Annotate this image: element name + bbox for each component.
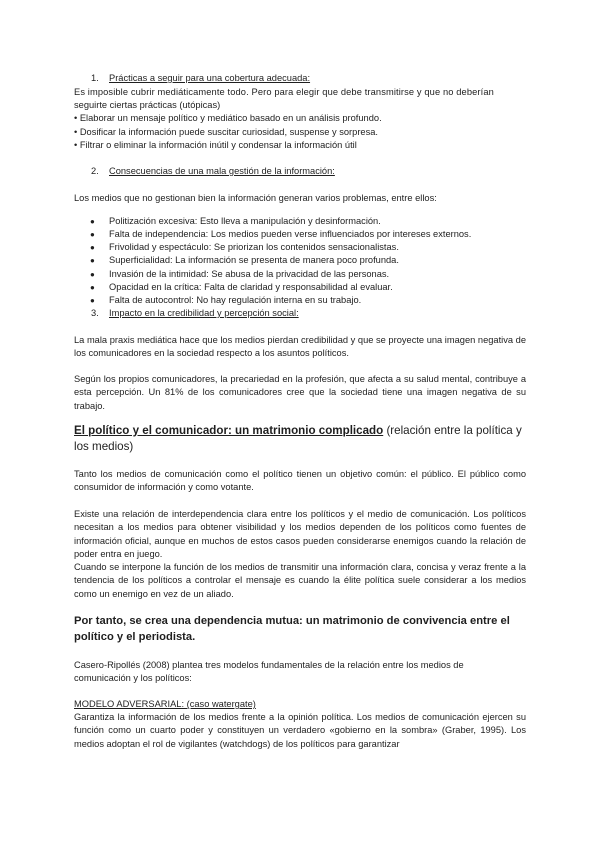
section3-paragraph-1: La mala praxis mediática hace que los medios pierdan credibilidad y que se proyecte una imagen negativa de los comunicadores en la sociedad respecto a los asuntos políticos. <box>74 335 526 359</box>
bullet-dot-icon: ● <box>90 217 95 226</box>
models-intro-line-2: comunicación y los políticos: <box>74 673 192 683</box>
models-intro-line-1: Casero-Ripollés (2008) plantea tres modelos fundamentales de la relación entre los medios de <box>74 660 464 670</box>
bullet-dot-icon: ● <box>90 270 95 279</box>
section1-line-4: • Dosificar la información puede suscitar curiosidad, suspense y sorpresa. <box>74 127 378 137</box>
bullet-dot-icon: ● <box>90 230 95 239</box>
bullet-item: Invasión de la intimidad: Se abusa de la privacidad de las personas. <box>109 269 390 279</box>
bullet-item: Opacidad en la crítica: Falta de claridad y responsabilidad al evaluar. <box>109 282 393 292</box>
bullet-item: Falta de independencia: Los medios pueden verse influenciados por intereses externos. <box>109 229 472 239</box>
section2-number: 2. <box>91 166 99 176</box>
section1-line-5: • Filtrar o eliminar la información inútil y condensar la información útil <box>74 140 357 150</box>
model-adversarial-text: Garantiza la información de los medios frente a la opinión política. Los medios de comunicación ejercen su función como un cuarto poder y constituyen un verdadero «gobierno en la sombra» (Graber, 1995). Los medios adoptan el rol de vigilantes (watchdogs) de los políticos para garantizar <box>74 712 526 749</box>
body-paragraph-2: Existe una relación de interdependencia clara entre los políticos y el medio de comunicación. Los políticos necesitan a los medios para obtener visibilidad y los medios dependen de los políticos como fuentes de información oficial, aunque en muchos de estos casos pueden considerarse enemigos cuando la relación de poder entra en juego. <box>74 509 526 559</box>
section1-number: 1. <box>91 73 99 83</box>
bullet-item: Frivolidad y espectáculo: Se priorizan los contenidos sensacionalistas. <box>109 242 399 252</box>
conclusion-heading: Por tanto, se crea una dependencia mutua: un matrimonio de convivencia entre el político y el periodista. <box>74 615 510 643</box>
bullet-item: Superficialidad: La información se presenta de manera poco profunda. <box>109 255 399 265</box>
section3-number: 3. <box>91 308 99 318</box>
section3-heading: Impacto en la credibilidad y percepción social: <box>109 308 299 318</box>
section1-line-1: Es imposible cubrir mediáticamente todo. Pero para elegir que debe transmitirse y que no deberían <box>74 87 494 97</box>
bullet-item: Falta de autocontrol: No hay regulación interna en su trabajo. <box>109 295 362 305</box>
section1-line-2: seguirte ciertas prácticas (utópicas) <box>74 100 221 110</box>
section1-line-3: • Elaborar un mensaje político y mediático basado en un análisis profundo. <box>74 113 382 123</box>
section3-paragraph-2: Según los propios comunicadores, la precariedad en la profesión, que afecta a su salud mental, contribuye a esta percepción. Un 81% de los comunicadores cree que la sociedad tiene una imagen negativa de su trabajo. <box>74 374 526 411</box>
bullet-dot-icon: ● <box>90 283 95 292</box>
bullet-dot-icon: ● <box>90 243 95 252</box>
bullet-item: Politización excesiva: Esto lleva a manipulación y desinformación. <box>109 216 381 226</box>
body-paragraph-1: Tanto los medios de comunicación como el político tienen un objetivo común: el público. El público como consumidor de información y como votante. <box>74 469 526 493</box>
model-adversarial-heading: MODELO ADVERSARIAL: (caso watergate) <box>74 699 256 709</box>
section2-heading: Consecuencias de una mala gestión de la información: <box>109 166 335 176</box>
section1-heading: Prácticas a seguir para una cobertura adecuada: <box>109 73 311 83</box>
body-paragraph-3: Cuando se interpone la función de los medios de transmitir una información clara, concisa y veraz frente a la tendencia de los políticos a controlar el mensaje es cuando la élite política suele considerar a los medios como un enemigo en vez de un aliado. <box>74 562 526 599</box>
bullet-dot-icon: ● <box>90 296 95 305</box>
section-title: El político y el comunicador: un matrimonio complicado (relación entre la política y los medios) <box>74 424 522 453</box>
bullet-dot-icon: ● <box>90 256 95 265</box>
section2-intro: Los medios que no gestionan bien la información generan varios problemas, entre ellos: <box>74 193 437 203</box>
